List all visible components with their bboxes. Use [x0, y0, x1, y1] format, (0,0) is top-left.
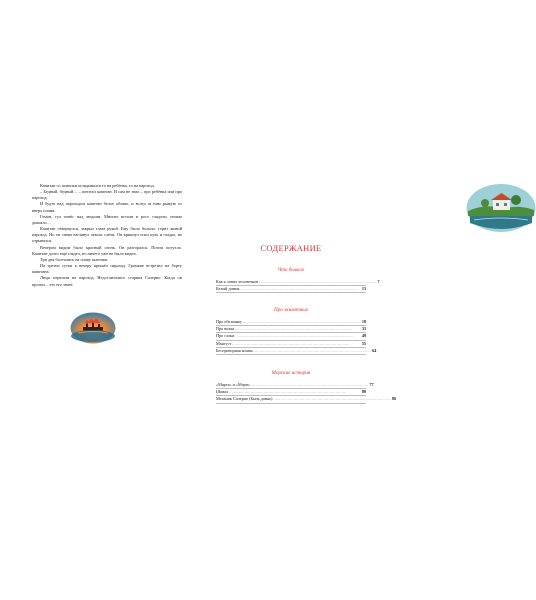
story-paragraph: Вечером видим было красный огонь. Он разгорался. Потом потухло. Капитан долго ещё глядел, но ничего уже не было видно. [32, 244, 182, 256]
toc-entry-title: Шквал [216, 389, 229, 395]
toc-dot-leader: .................................................................................................. [240, 287, 358, 292]
toc-dot-leader: .................................................................................................. [235, 327, 353, 332]
toc-entry-title: Как я ловил человечков [216, 279, 259, 284]
toc-entry-page: 18 [361, 319, 366, 324]
toc-entry-page: 80 [361, 389, 366, 395]
house-by-lake-illustration [466, 183, 536, 233]
toc-entry-title: Механик Салерно (Быль давно) [216, 396, 273, 402]
toc-entry[interactable] [216, 341, 366, 348]
toc-entry-page: 49 [361, 333, 366, 339]
story-text [32, 183, 182, 288]
story-paragraph: Гомон, гул понёс над людьми. Многие встали в рост, глядели, ночью дышало… [32, 213, 182, 225]
toc-entry-title: Про слона [216, 333, 235, 339]
toc-entry-title: Мангуст [216, 340, 232, 346]
toc-section-list [216, 382, 397, 404]
toc-entry[interactable] [216, 319, 366, 326]
toc-dot-leader: .................................................................................................. [273, 397, 391, 402]
left-page [0, 0, 200, 600]
toc-entry-title: Про обезьянку [216, 319, 243, 324]
toc-entry-title: «Марта» и «Мэри» [216, 382, 250, 387]
toc-dot-leader: .................................................................................................. [229, 390, 347, 395]
right-page [200, 0, 400, 600]
toc-entry[interactable] [216, 347, 377, 355]
ship-fire-sunset-illustration [70, 312, 116, 344]
toc-section-list [216, 319, 377, 355]
toc-entry-page: 13 [361, 286, 366, 292]
toc-entry-page: 86 [391, 396, 397, 402]
story-paragraph: На третьи сутки к вечеру пришёл пароход. Громкие встретил на борту капитана. [32, 263, 182, 275]
toc-section-title: Морские истории [271, 370, 311, 376]
toc-section-title: Что бывало [277, 267, 305, 273]
toc-entry-page: 64 [372, 347, 377, 353]
story-paragraph: Капитан отвернулся, закрыл глаза рукой. Ему было больно: горит живой пароход. Но он снова взглянул сквозь слёзы. Он крикнул опал куль и гладко, не отрывался. [32, 226, 182, 244]
toc-dot-leader: .................................................................................................. [235, 334, 353, 339]
toc-entry[interactable] [216, 279, 380, 286]
toc-title: СОДЕРЖАНИЕ [260, 244, 322, 253]
story-paragraph: И будто над пароходом капитан белое облако, и вслед за ним рыжую от вверх пламя. [32, 201, 182, 213]
toc-entry[interactable] [216, 326, 366, 333]
toc-entry[interactable] [216, 333, 366, 340]
toc-entry-title: Про волка [216, 326, 235, 332]
toc-section-title: Про животных [274, 307, 308, 313]
story-paragraph: Люди перешли на пароход. Недосчитались старика Салерно. Когда он пропал – это его знает. [32, 275, 182, 287]
toc-entry-page: 33 [361, 326, 366, 332]
toc-entry-page: 55 [361, 340, 366, 346]
toc-entry[interactable] [216, 286, 366, 293]
toc-entry-title: Беспризорная кошка [216, 347, 253, 353]
toc-entry[interactable] [216, 389, 366, 396]
story-paragraph: – Бедный, бедный… – шептал капитан. И сам не знал – про ребёнка или про пароход. [32, 189, 182, 201]
toc-entry[interactable] [216, 396, 397, 403]
toc-dot-leader: .................................................................................................. [243, 320, 361, 324]
toc-section-list [216, 279, 380, 293]
toc-entry[interactable] [216, 382, 374, 389]
toc-entry-page: 77 [369, 382, 374, 387]
toc-entry-page: 7 [377, 279, 380, 284]
toc-entry-title: Белый домик [216, 286, 240, 292]
toc-dot-leader: .................................................................................................. [232, 341, 350, 346]
story-paragraph: Три дня болтались на плаву шлюпки. [40, 256, 109, 262]
story-paragraph: Капитан со шлюпки оглядывался то на ребёнка, то на пароход. [40, 183, 155, 188]
toc-dot-leader: .................................................................................................. [250, 383, 369, 387]
toc-dot-leader: .................................................................................................. [259, 280, 377, 284]
toc-dot-leader: .................................................................................................. [253, 348, 372, 353]
